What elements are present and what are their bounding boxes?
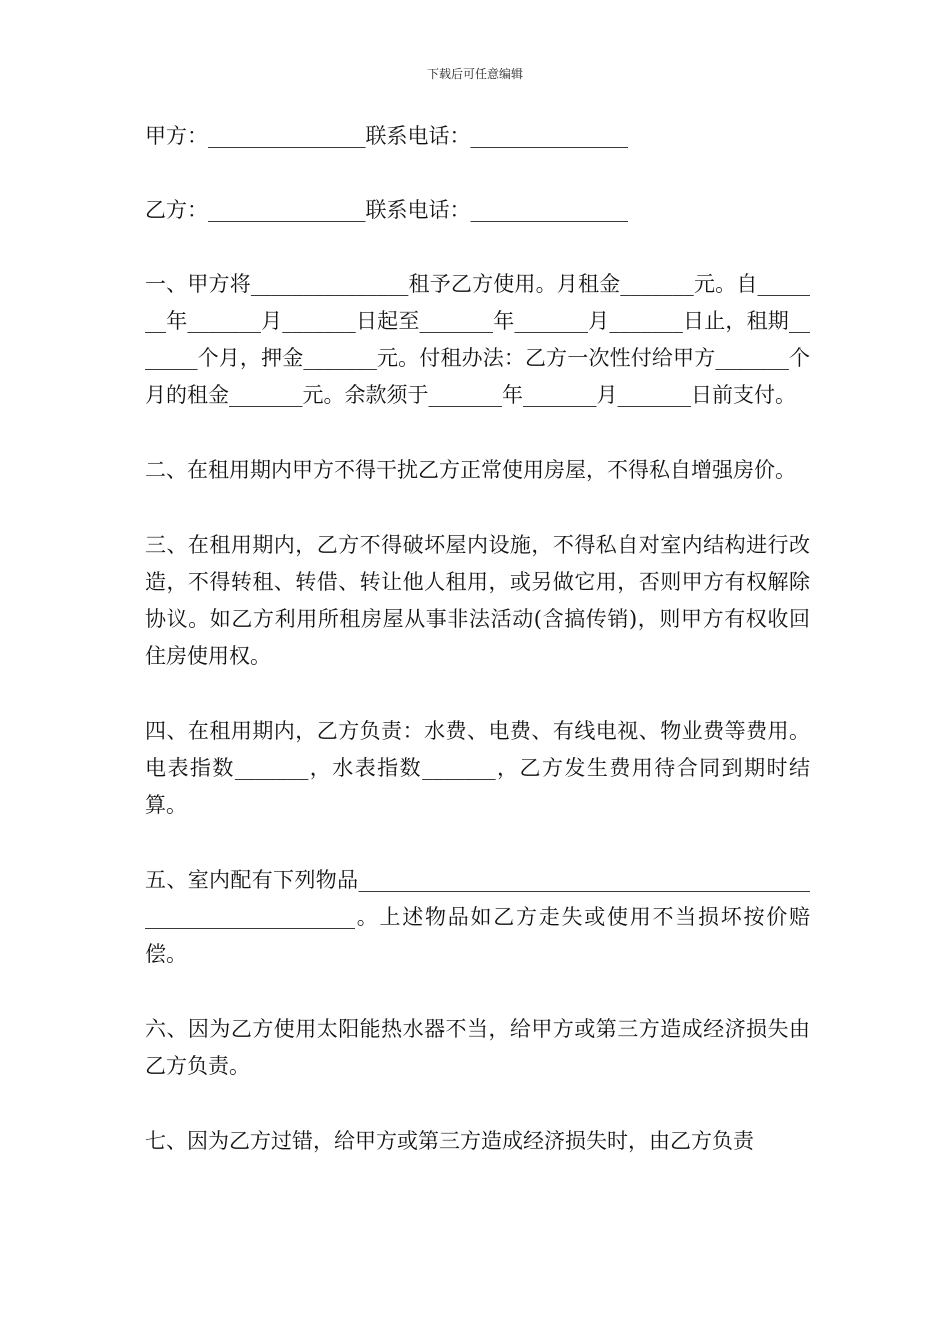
clause-1: 一、甲方将_______________租予乙方使用。月租金_______元。自_______年_______月_______日起至_______年_______月_______日止，租期_______个月，押金_______元。付租办法：乙方一次性付给甲方_______个月的租金_______元。余款须于_______年_______月_______日前支付。 (145, 272, 810, 407)
clause-6: 六、因为乙方使用太阳能热水器不当，给甲方或第三方造成经济损失由乙方负责。 (145, 1017, 810, 1078)
page-header-note: 下载后可任意编辑 (426, 67, 523, 81)
contract-body (145, 118, 810, 1160)
clause-2: 二、在租用期内甲方不得干扰乙方正常使用房屋，不得私自增强房价。 (145, 458, 796, 482)
clause-7: 七、因为乙方过错，给甲方或第三方造成经济损失时，由乙方负责 (145, 1129, 754, 1153)
clause-3: 三、在租用期内，乙方不得破坏屋内设施，不得私自对室内结构进行改造，不得转租、转借、转让他人租用，或另做它用，否则甲方有权解除协议。如乙方利用所租房屋从事非法活动(含搞传销)，则甲方有权收回住房使用权。 (145, 533, 810, 668)
clause-5: 五、室内配有下列物品_______________________________________________________________。上述物品如乙方走失或使用不当损坏按价赔偿。 (145, 868, 810, 966)
party-b-line: 乙方：_______________联系电话：_______________ (145, 198, 628, 222)
clause-4: 四、在租用期内，乙方负责：水费、电费、有线电视、物业费等费用。电表指数_______，水表指数_______，乙方发生费用待合同到期时结算。 (145, 719, 810, 817)
party-a-line: 甲方：_______________联系电话：_______________ (145, 124, 628, 148)
